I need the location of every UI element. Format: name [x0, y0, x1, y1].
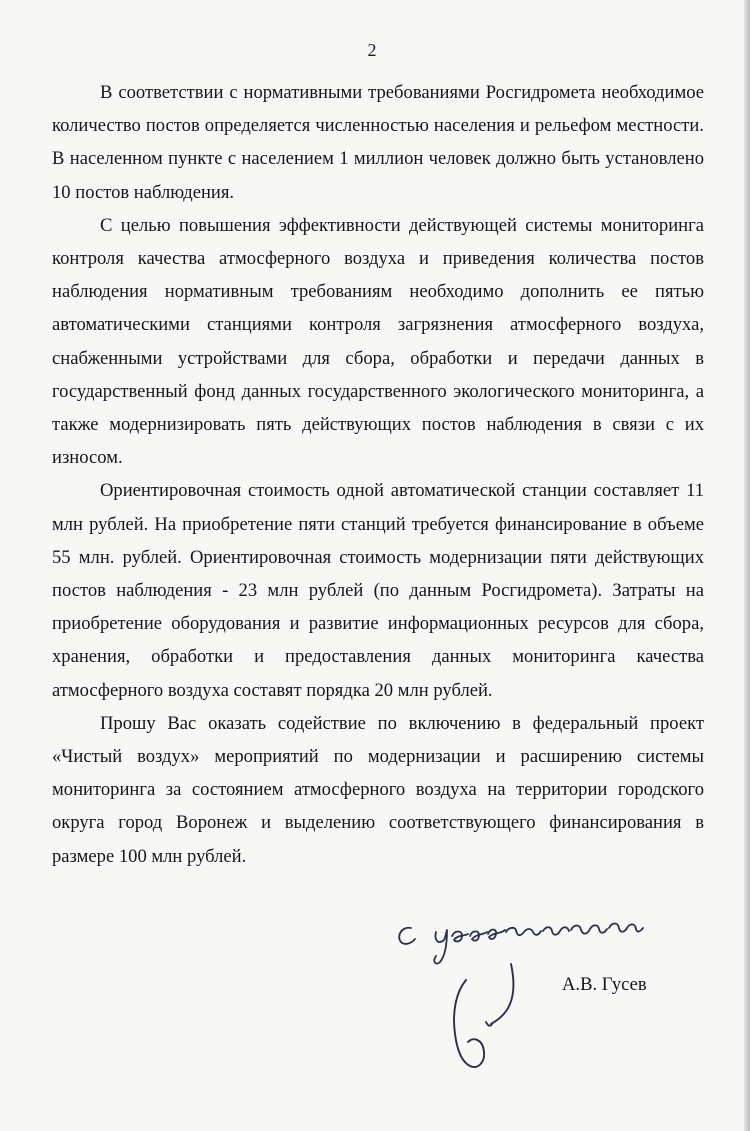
- signer-name: А.В. Гусев: [562, 974, 647, 995]
- page-number: 2: [367, 40, 377, 60]
- paragraph-request: Прошу Вас оказать содействие по включению в федеральный проект «Чистый воздух» мероприятий по модернизации и расширению системы мониторинга за состоянием атмосферного воздуха на территории городского округа город Воронеж и выделению соответствующего финансирования в размере 100 млн рублей.: [52, 712, 704, 867]
- handwritten-regards: [399, 924, 643, 964]
- paragraph-norms: В соответствии с нормативными требованиями Росгидромета необходимое количество постов определяется численностью населения и рельефом местности. В населенном пункте с населением 1 миллион человек должно быть установлено 10 постов наблюдения.: [52, 82, 704, 203]
- paragraph-costs: Ориентировочная стоимость одной автоматической станции составляет 11 млн рублей. На приобретение пяти станций требуется финансирование в объеме 55 млн. рублей. Ориентировочная стоимость модернизации пяти действующих постов наблюдения - 23 млн рублей (по данным Росгидромета). Затраты на приобретение оборудования и развитие информационных ресурсов для сбора, хранения, обработки и предоставления данных мониторинга качества атмосферного воздуха составят порядка 20 млн рублей.: [52, 480, 704, 701]
- letter-body: [52, 76, 704, 873]
- paragraph-monitoring-system: С целью повышения эффективности действующей системы мониторинга контроля качества атмосферного воздуха и приведения количества постов наблюдения нормативным требованиям необходимо дополнить ее пятью автоматическими станциями контроля загрязнения атмосферного воздуха, снабженными устройствами для сбора, обработки и передачи данных в государственный фонд данных государственного экологического мониторинга, а также модернизировать пять действующих постов наблюдения в связи с их износом.: [52, 214, 704, 469]
- signature-flourish: [454, 964, 513, 1067]
- page-edge: [744, 0, 750, 1131]
